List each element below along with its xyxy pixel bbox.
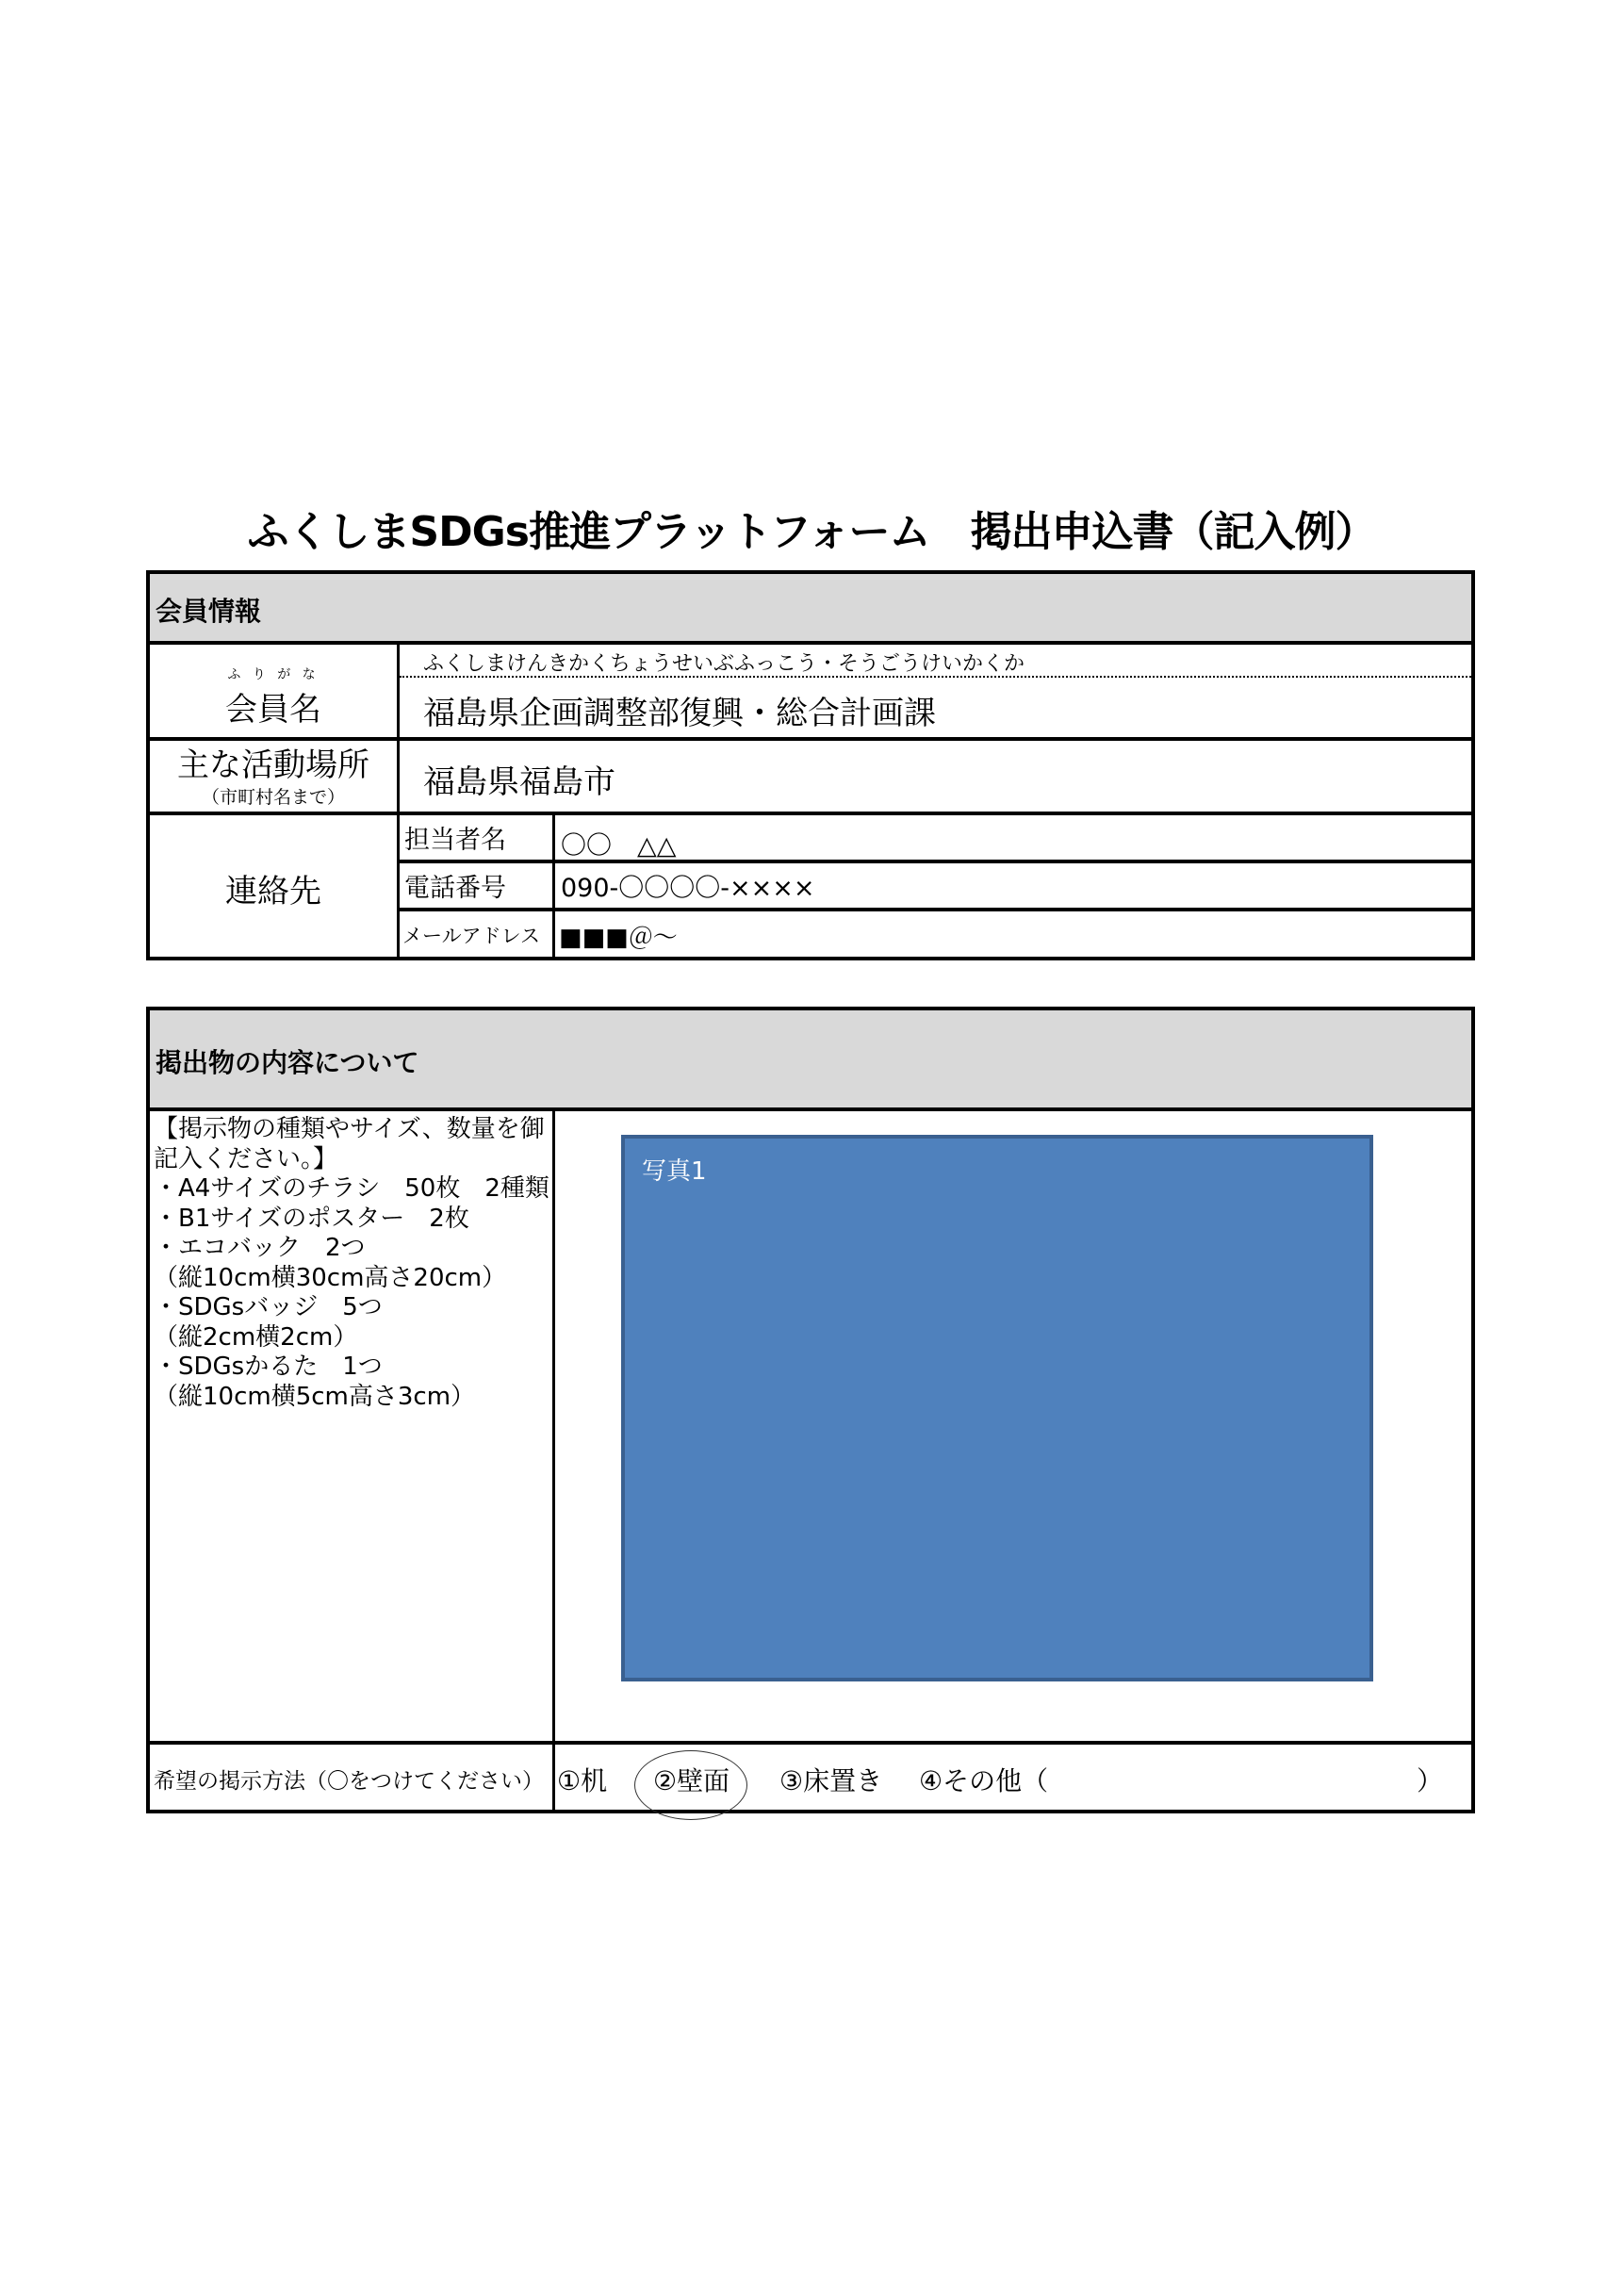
email-label: メールアドレス: [402, 925, 540, 947]
description-cell[interactable]: [150, 1111, 552, 1741]
column-divider: [552, 815, 555, 960]
option-wall[interactable]: ②壁面: [653, 1764, 730, 1796]
description-line: ・SDGsかるた 1つ: [154, 1353, 383, 1381]
email-value[interactable]: ■■■＠～: [559, 923, 678, 952]
option-other[interactable]: ④その他（: [919, 1764, 1049, 1796]
option-desk[interactable]: ①机: [557, 1764, 608, 1796]
column-divider: [552, 1111, 555, 1813]
description-line: （縦10cm横5cm高さ3cm）: [154, 1382, 476, 1411]
content-header: [150, 1010, 1471, 1111]
option-other-close: ）: [1417, 1764, 1444, 1796]
member-info-header: [150, 574, 1471, 645]
activity-sublabel: （市町村名まで）: [201, 786, 345, 808]
phone-label: 電話番号: [404, 874, 506, 903]
selected-circle-mark: [634, 1750, 747, 1820]
contact-person-value[interactable]: 〇〇 △△: [561, 831, 677, 861]
member-info-header-label: 会員情報: [156, 596, 262, 627]
phone-value[interactable]: 090-〇〇〇〇-××××: [561, 874, 815, 903]
description-line: 記入ください。】: [154, 1144, 338, 1173]
description-list: [154, 1115, 549, 1412]
content-header-label: 掲出物の内容について: [156, 1047, 419, 1078]
photo-label: 写真1: [642, 1157, 707, 1186]
description-line: （縦10cm横30cm高さ20cm）: [154, 1263, 507, 1292]
member-name-label-cell: [150, 645, 397, 741]
member-furigana[interactable]: ふくしまけんきかくちょうせいぶふっこう・そうごうけいかくか: [423, 652, 1025, 676]
method-options: [557, 1745, 1471, 1813]
activity-label: 主な活動場所: [177, 746, 369, 784]
page-title: ふくしまSDGs推進プラットフォーム 掲出申込書（記入例）: [247, 508, 1376, 556]
photo-placeholder[interactable]: [621, 1135, 1373, 1681]
activity-value[interactable]: 福島県福島市: [423, 763, 615, 801]
member-name-ruby: ふ り が な: [227, 666, 320, 682]
method-label: 希望の掲示方法（〇をつけてください）: [154, 1769, 544, 1794]
member-info-table: [146, 570, 1475, 960]
member-name-label: 会員名: [225, 690, 321, 729]
description-line: 【掲示物の種類やサイズ、数量を御: [154, 1115, 545, 1143]
description-line: ・SDGsバッジ 5つ: [154, 1293, 383, 1321]
description-line: （縦2cm横2cm）: [154, 1322, 358, 1352]
content-table: [146, 1007, 1475, 1813]
activity-label-cell: [150, 741, 397, 814]
description-line: ・A4サイズのチラシ 50枚 2種類: [154, 1174, 549, 1203]
contact-person-label: 担当者名: [404, 826, 506, 855]
description-line: ・B1サイズのポスター 2枚: [154, 1204, 469, 1233]
column-divider: [397, 645, 400, 960]
member-name-value[interactable]: 福島県企画調整部復興・総合計画課: [423, 695, 936, 732]
furigana-dotted-line: [400, 676, 1471, 678]
description-line: ・エコバック 2つ: [154, 1234, 366, 1262]
option-floor[interactable]: ③床置き: [779, 1764, 883, 1796]
contact-label-cell: [150, 815, 397, 960]
contact-label: 連絡先: [225, 872, 321, 910]
